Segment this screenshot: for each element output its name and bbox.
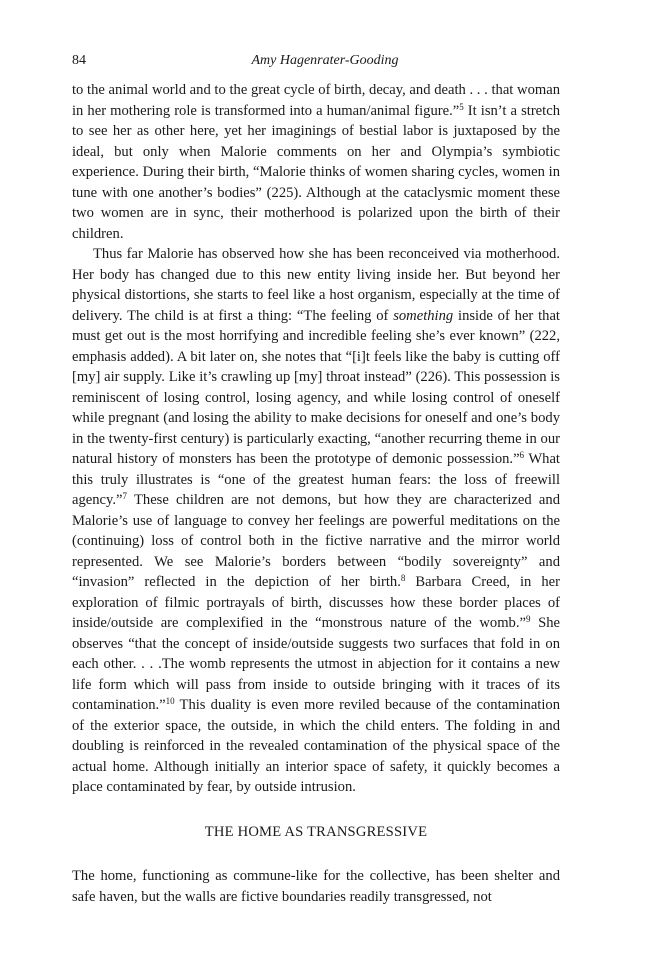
- section-heading: THE HOME AS TRANSGRESSIVE: [204, 823, 428, 840]
- page-number: 84: [72, 53, 86, 68]
- emphasis: something: [393, 307, 454, 324]
- paragraph: [72, 244, 560, 798]
- text-run: to the animal world and to the great cycle of birth, decay, and death . . . that woman in her mothering role is transformed into a human/animal figure.”: [72, 82, 560, 119]
- footnote-ref: 5: [459, 101, 464, 112]
- text-run: Thus far Malorie has observed how she has been reconceived via motherhood. Her body has changed due to this new entity living inside her. But beyond her physical distortions, she starts to feel like a host organism, especially at the time of delivery. The child is at first a thing: “The feeling of: [72, 246, 560, 324]
- footnote-ref: 7: [122, 491, 128, 501]
- footnote-ref: 9: [525, 614, 531, 624]
- paragraph: [72, 866, 560, 907]
- text-run: What this truly illustrates is “one of the greatest human fears: the loss of freewill agency.”: [72, 451, 560, 508]
- running-head: Amy Hagenrater-Gooding: [251, 53, 399, 68]
- footnote-ref: 8: [400, 573, 406, 583]
- footnote-ref: 10: [165, 696, 175, 706]
- text-run: The home, functioning as commune-like for the collective, has been shelter and safe haven, but the walls are fictive boundaries readily transgressed, not: [72, 868, 560, 905]
- text-run: She observes “that the concept of inside/outside suggests two surfaces that fold in on each other. . . .The womb represents the utmost in abjection for it contains a new life form which will pass from inside to outside bringing with it traces of its contamination.”: [72, 615, 560, 713]
- body-text: [72, 80, 560, 907]
- text-run: Barbara Creed, in her exploration of filmic portrayals of birth, discusses how these border places of inside/outside are complexified in the “monstrous nature of the womb.”: [72, 574, 560, 631]
- text-run: This duality is even more reviled because of the contamination of the exterior space, the outside, in which the child enters. The folding in and doubling is reinforced in the revealed contamination of the physical space of the actual home. Although initially an interior space of safety, it quickly becomes a place contaminated by fear, by outside intrusion.: [72, 697, 560, 795]
- page-header: [72, 50, 578, 72]
- text-run: It isn’t a stretch to see her as other here, yet her imaginings of bestial labor is juxtaposed by the ideal, but only when Malorie comments on her and Olympia’s symbiotic experience. During their birth, “Malorie thinks of women sharing cycles, women in tune with one another’s bodies” (225). Although at the cataclysmic moment these two women are in sync, their motherhood is polarized upon the birth of their children.: [72, 102, 560, 242]
- paragraph: [72, 80, 560, 244]
- text-run: These children are not demons, but how they are characterized and Malorie’s use of language to convey her feelings are powerful meditations on the (continuing) loss of control both in the fictive narrative and the mirror world represented. We see Malorie’s borders between “bodily sovereignty” and “invasion” reflected in the depiction of her birth.: [72, 492, 560, 590]
- footnote-ref: 6: [519, 450, 525, 460]
- text-run: inside of her that must get out is the most horrifying and incredible feeling she’s ever known” (222, emphasis added). A bit later on, she notes that “[i]t feels like the baby is cutting off [my] air supply. Like it’s crawling up [my] throat instead” (226). This possession is reminiscent of losing control, losing agency, and while losing control of oneself while pregnant (and losing the ability to make decisions for oneself and one’s body in the twenty-first century) is particularly exacting, “another recurring theme in our natural history of monsters has been the prototype of demonic possession.”: [72, 307, 560, 467]
